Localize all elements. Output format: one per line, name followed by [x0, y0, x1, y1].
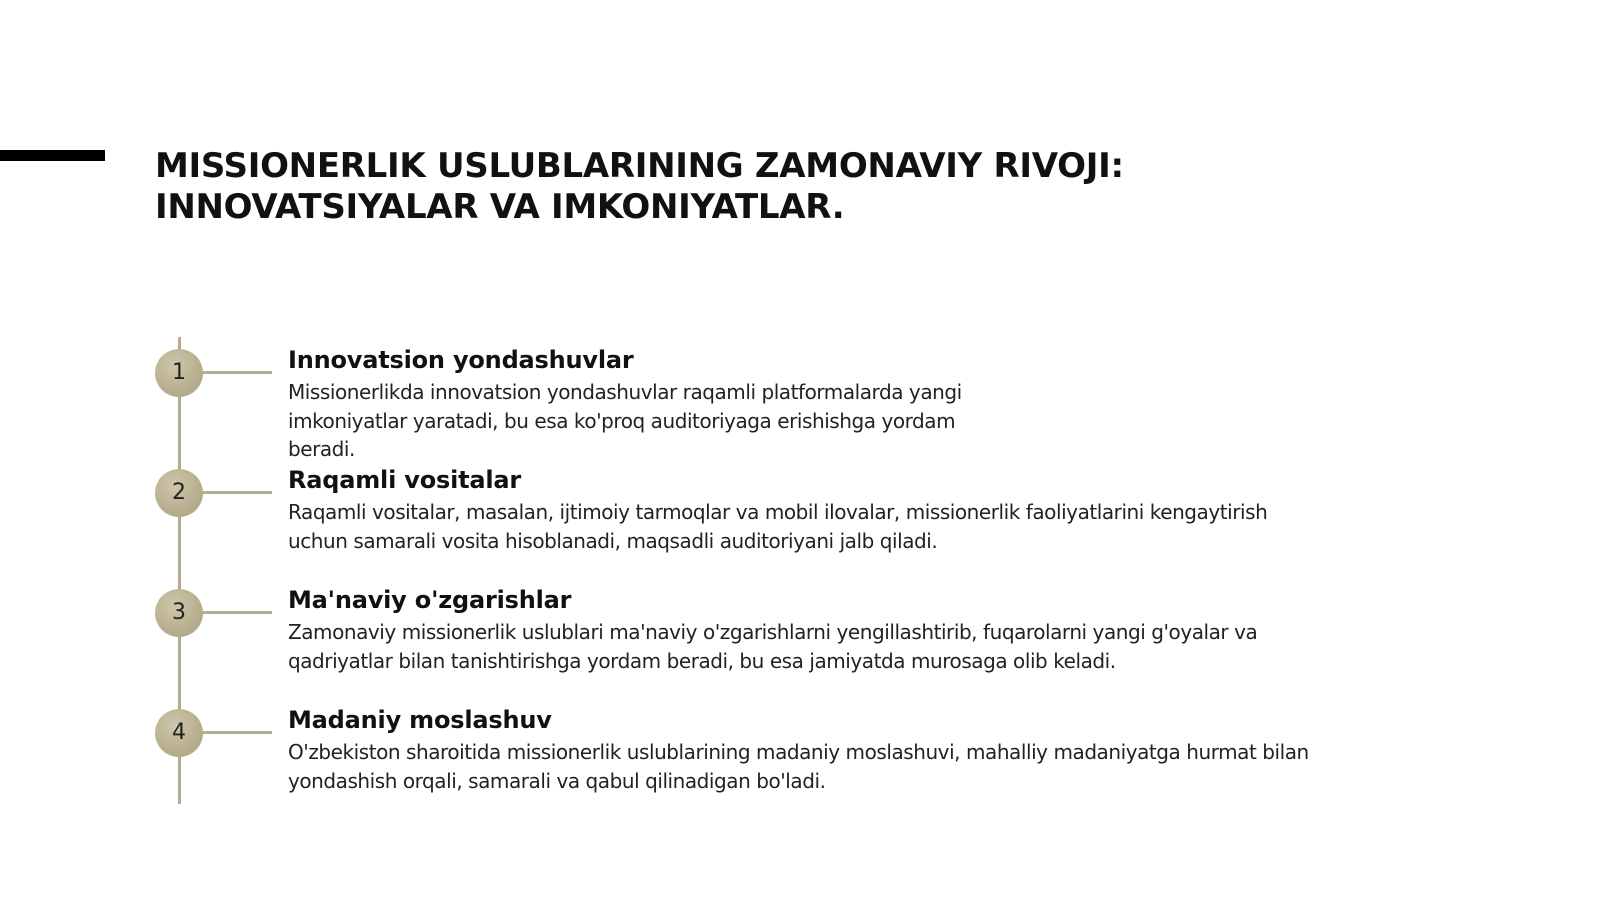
slide-title — [155, 146, 1455, 228]
step-description-line: qadriyatlar bilan tanishtirishga yordam beradi, bu esa jamiyatda murosaga olib keladi. — [288, 648, 1116, 673]
step-description-line: O'zbekiston sharoitida missionerlik uslublarining madaniy moslashuvi, mahalliy madaniyatga hurmat bilan — [288, 740, 1309, 764]
slide-title-line: INNOVATSIYALAR VA IMKONIYATLAR. — [155, 187, 845, 227]
step-description — [288, 498, 1267, 555]
step-connector-line — [203, 611, 272, 614]
step-number-badge: 3 — [155, 589, 203, 637]
timeline-step-2 — [155, 465, 1455, 575]
step-description-line: Raqamli vositalar, masalan, ijtimoiy tarmoqlar va mobil ilovalar, missionerlik faoliyatlarini kengaytirish — [288, 500, 1268, 524]
step-description — [288, 738, 1309, 795]
step-heading: Innovatsion yondashuvlar — [288, 346, 634, 374]
step-description — [288, 618, 1257, 675]
step-number-badge: 4 — [155, 709, 203, 757]
step-connector-line — [203, 731, 272, 734]
step-description-line: beradi. — [288, 437, 355, 461]
step-connector-line — [203, 491, 272, 494]
step-heading: Ma'naviy o'zgarishlar — [288, 586, 572, 614]
slide-title-line: MISSIONERLIK USLUBLARINING ZAMONAVIY RIVOJI: — [155, 146, 1124, 186]
timeline-step-1 — [155, 345, 1455, 461]
step-description-line: Zamonaviy missionerlik uslublari ma'naviy o'zgarishlarni yengillashtirib, fuqarolarni yangi g'oyalar va — [288, 620, 1258, 644]
timeline-step-4 — [155, 705, 1455, 815]
title-accent-bar — [0, 150, 105, 161]
step-heading: Madaniy moslashuv — [288, 706, 552, 734]
step-description-line: Missionerlikda innovatsion yondashuvlar raqamli platformalarda yangi — [288, 380, 962, 404]
step-heading: Raqamli vositalar — [288, 466, 522, 494]
step-description-line: uchun samarali vosita hisoblanadi, maqsadli auditoriyani jalb qiladi. — [288, 528, 938, 553]
step-description — [288, 378, 962, 464]
timeline-step-3 — [155, 585, 1455, 695]
step-description-line: imkoniyatlar yaratadi, bu esa ko'proq auditoriyaga erishishga yordam — [288, 408, 956, 433]
step-number-badge: 1 — [155, 349, 203, 397]
step-description-line: yondashish orqali, samarali va qabul qilinadigan bo'ladi. — [288, 768, 826, 793]
step-number-badge: 2 — [155, 469, 203, 517]
step-connector-line — [203, 371, 272, 374]
